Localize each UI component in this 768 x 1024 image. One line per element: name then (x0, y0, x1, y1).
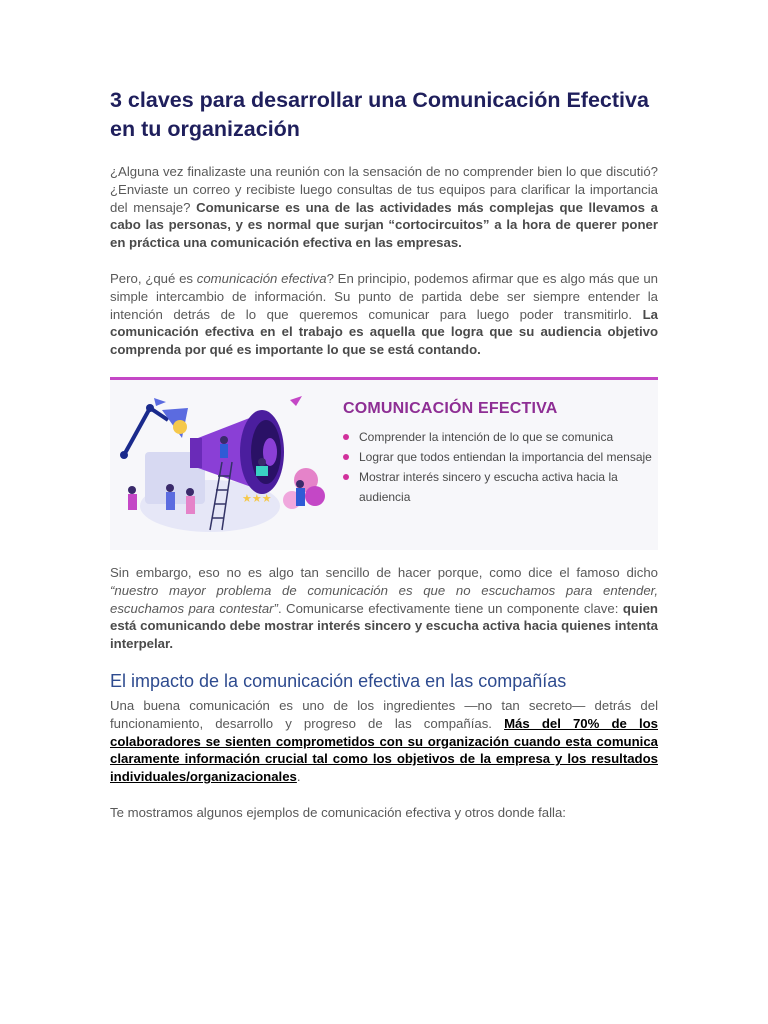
intro-bold-text: Comunicarse es una de las actividades más complejas que llevamos a cabo las personas, y es normal que surjan “cortocircuitos” a la hora de querer poner en práctica una comunicación efectiva en las empresas. (110, 199, 658, 251)
banner-list (343, 427, 653, 507)
desk-lamp-icon (120, 404, 188, 459)
banner-title: COMUNICACIÓN EFECTIVA (343, 399, 558, 417)
definition-post: ? En principio, podemos afirmar que es algo más que un simple intercambio de información. Su punto de partida debe ser siempre entender la intención detrás de lo que queremos comunicar para luego poder transmitirlo. (110, 270, 659, 322)
megaphone-illustration (110, 380, 330, 547)
examples-intro: Te mostramos algunos ejemplos de comunicación efectiva y otros donde falla: (110, 804, 566, 820)
definition-paragraph (110, 270, 658, 359)
impact-post: . (296, 769, 301, 785)
intro-paragraph (110, 163, 658, 252)
quote-italic: “nuestro mayor problema de comunicación es que no escuchamos para entender, escuchamos para contestar” (110, 582, 658, 616)
impact-paragraph (110, 697, 658, 786)
svg-text:★★★: ★★★ (242, 491, 272, 505)
definition-pre: Pero, ¿qué es (110, 270, 197, 286)
impact-pre: Una buena comunicación es uno de los ingredientes —no tan secreto— detrás del funcionamiento, desarrollo y progreso de las compañías. (110, 697, 658, 731)
document-title: 3 claves para desarrollar una Comunicación Efectiva en tu organización (110, 88, 649, 141)
definition-italic: comunicación efectiva (196, 270, 327, 286)
definition-bold: La comunicación efectiva en el trabajo es aquella que logra que su audiencia objetivo comprenda por qué es importante lo que se está contando. (110, 306, 658, 358)
document-content (110, 86, 658, 822)
banner-item: Comprender la intención de lo que se comunica (343, 427, 653, 447)
quote-bold: quien está comunicando debe mostrar interés sincero y escucha activa hacia quienes intenta interpelar. (110, 600, 658, 652)
quote-pre: Sin embargo, eso no es algo tan sencillo de hacer porque, como dice el famoso dicho (110, 564, 658, 580)
banner-item: Lograr que todos entiendan la importancia del mensaje (343, 447, 653, 467)
quote-mid: . Comunicarse efectivamente tiene un componente clave: (277, 600, 623, 616)
section-heading: El impacto de la comunicación efectiva en las compañías (110, 670, 567, 691)
communication-banner (110, 377, 658, 550)
impact-link[interactable]: Más del 70% de los colaboradores se sienten comprometidos con su organización cuando esta comunica claramente información crucial tal como los objetivos de la empresa y los resultados individuales/organizacionales (110, 715, 659, 785)
quote-paragraph (110, 564, 658, 653)
intro-text: ¿Alguna vez finalizaste una reunión con la sensación de no comprender bien lo que discutió? ¿Enviaste un correo y recibiste luego consultas de tus equipos para clarificar la importancia del mensaje? (110, 164, 658, 215)
banner-item: Mostrar interés sincero y escucha activa hacia la audiencia (343, 467, 653, 507)
